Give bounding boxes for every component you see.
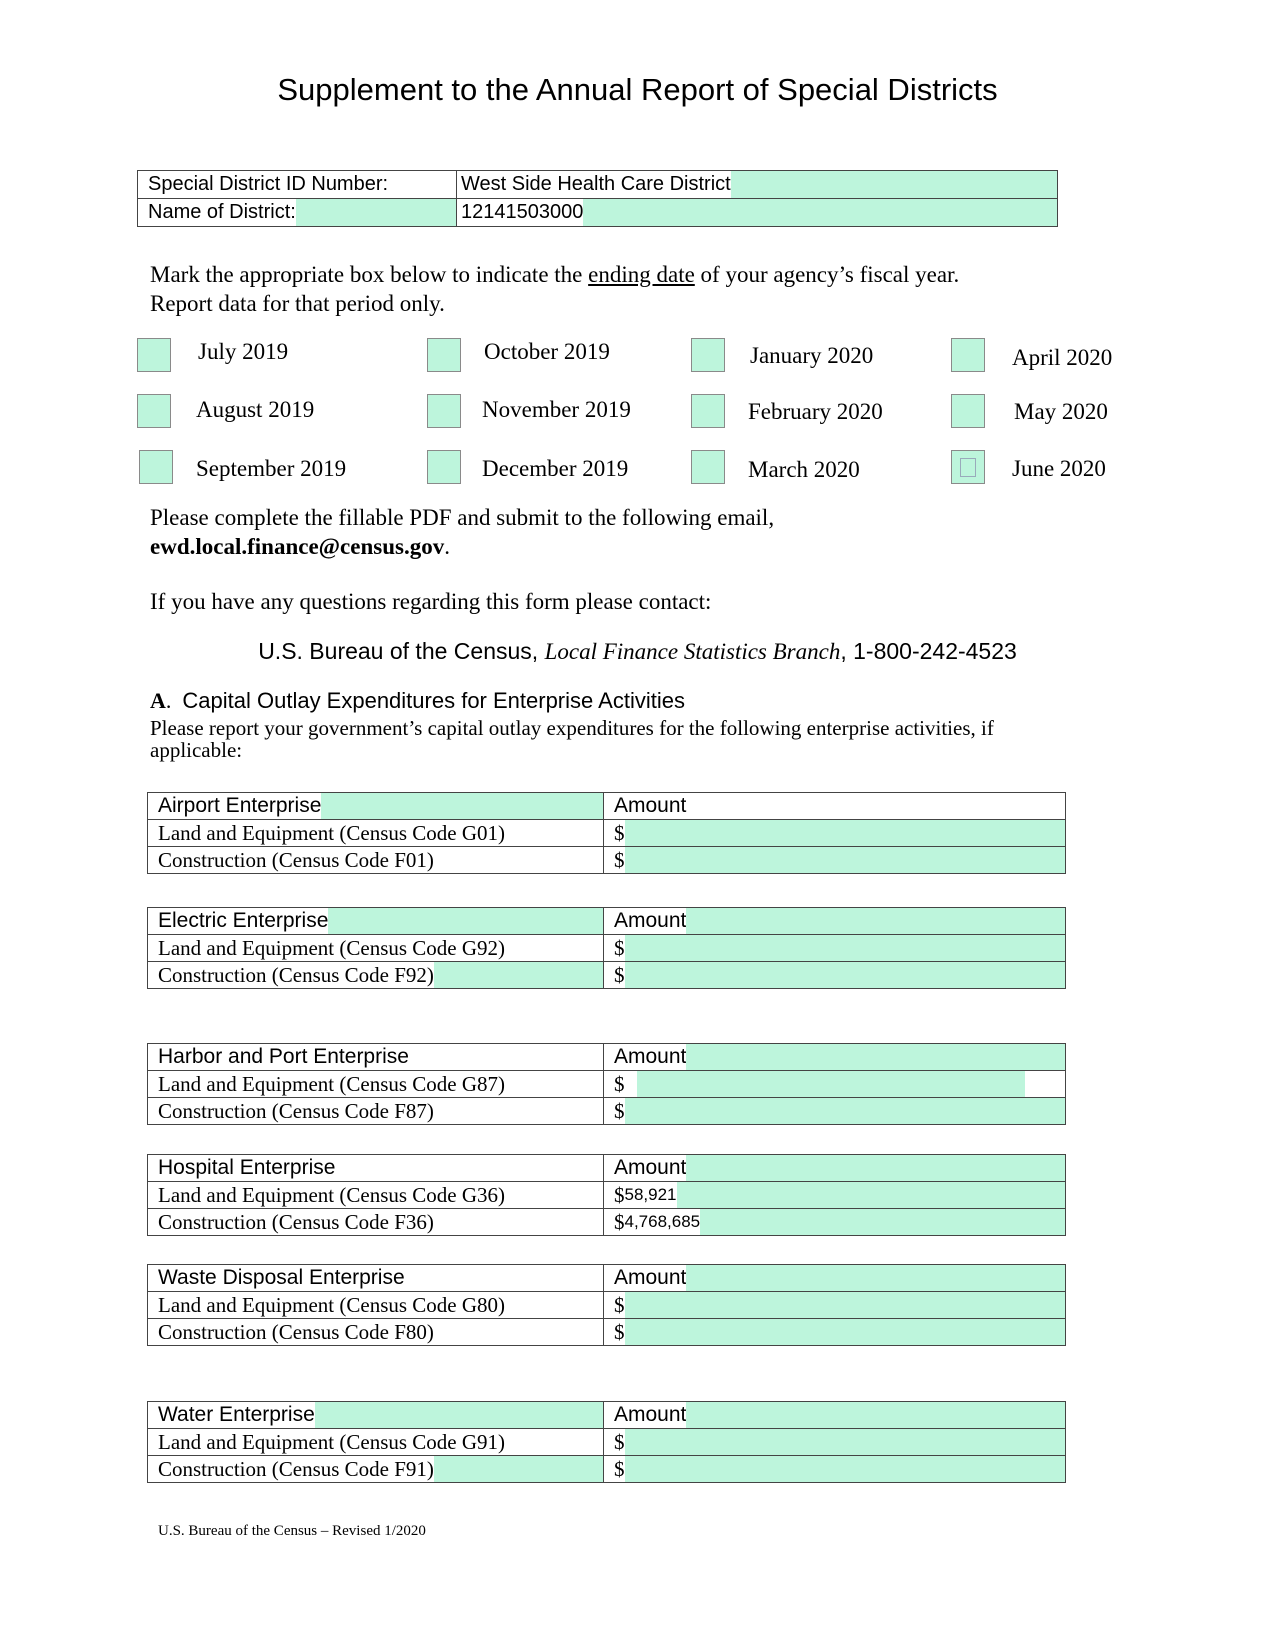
footer-text: U.S. Bureau of the Census – Revised 1/2020 [158, 1523, 426, 1539]
row-label: Construction (Census Code F87) [158, 1098, 434, 1123]
checkbox-august-2019[interactable] [137, 394, 171, 428]
hospital-g36-amount: 58,921 [624, 1185, 677, 1204]
district-name-value: 12141503000 [461, 201, 584, 223]
district-id-field[interactable] [457, 171, 1058, 199]
checkbox-october-2019[interactable] [427, 338, 461, 372]
month-label: February 2020 [748, 399, 883, 424]
section-a-heading: A. Capital Outlay Expenditures for Enterprise Activities [150, 688, 685, 713]
row-label: Construction (Census Code F80) [158, 1319, 434, 1344]
amount-header: Amount [614, 1266, 687, 1289]
checkbox-september-2019[interactable] [139, 450, 173, 484]
enterprise-name: Water Enterprise [158, 1403, 315, 1426]
enterprise-table-hospital [147, 1154, 1066, 1236]
questions-text: If you have any questions regarding this form please contact: [150, 589, 712, 614]
row-label: Land and Equipment (Census Code G91) [158, 1429, 506, 1454]
harbor-f87-amount-field[interactable]: $ [604, 1098, 1066, 1125]
checkbox-november-2019[interactable] [427, 394, 461, 428]
waste-f80-amount-field[interactable]: $ [604, 1319, 1066, 1346]
amount-header: Amount [614, 1045, 687, 1068]
checkbox-july-2019[interactable] [137, 338, 171, 372]
checkbox-may-2020[interactable] [951, 394, 985, 428]
row-label: Land and Equipment (Census Code G80) [158, 1292, 506, 1317]
month-label: August 2019 [196, 397, 315, 422]
checkbox-june-2020[interactable] [951, 450, 985, 484]
amount-header: Amount [614, 1403, 687, 1426]
contact-line: U.S. Bureau of the Census, Local Finance Statistics Branch, 1-800-242-4523 [258, 638, 1017, 664]
district-id-table [137, 170, 1058, 227]
airport-g01-amount-field[interactable]: $ [604, 820, 1066, 847]
checkbox-december-2019[interactable] [427, 450, 461, 484]
row-label: Construction (Census Code F36) [158, 1209, 434, 1234]
month-label: October 2019 [484, 339, 610, 364]
month-label: June 2020 [1012, 456, 1106, 481]
page-title: Supplement to the Annual Report of Special Districts [277, 72, 998, 107]
district-id-label-cell [138, 171, 457, 199]
month-label: November 2019 [482, 397, 631, 422]
hospital-f36-amount-field[interactable]: $ 4,768,685 [604, 1209, 1066, 1236]
electric-f92-amount-field[interactable]: $ [604, 962, 1066, 989]
row-label: Construction (Census Code F92) [158, 962, 434, 987]
district-name-field[interactable] [457, 199, 1058, 227]
row-label: Construction (Census Code F01) [158, 847, 434, 872]
month-label: December 2019 [482, 456, 629, 481]
row-label: Land and Equipment (Census Code G01) [158, 820, 506, 845]
enterprise-table-airport [147, 792, 1066, 874]
harbor-g87-amount-field[interactable]: $ [604, 1071, 1066, 1098]
amount-header: Amount [614, 794, 687, 817]
row-label: Land and Equipment (Census Code G92) [158, 935, 506, 960]
month-label: May 2020 [1014, 399, 1108, 424]
airport-f01-amount-field[interactable]: $ [604, 847, 1066, 874]
month-label: April 2020 [1012, 345, 1113, 370]
submit-email: ewd.local.finance@census.gov [150, 534, 445, 559]
enterprise-name: Hospital Enterprise [158, 1156, 336, 1179]
district-name-label: Name of District: [148, 201, 296, 223]
row-label: Land and Equipment (Census Code G87) [158, 1071, 506, 1096]
district-id-value: West Side Health Care District [461, 173, 731, 195]
hospital-f36-amount: 4,768,685 [624, 1212, 701, 1231]
checkbox-april-2020[interactable] [951, 338, 985, 372]
enterprise-name: Harbor and Port Enterprise [158, 1045, 409, 1068]
amount-header: Amount [614, 909, 687, 932]
amount-header: Amount [614, 1156, 687, 1179]
enterprise-table-water [147, 1401, 1066, 1483]
water-f91-amount-field[interactable]: $ [604, 1456, 1066, 1483]
submit-instructions: Please complete the fillable PDF and submit to the following email, ewd.local.finance@census.gov. [150, 505, 775, 559]
month-label: July 2019 [198, 339, 289, 364]
district-id-label: Special District ID Number: [148, 173, 389, 195]
enterprise-name: Electric Enterprise [158, 909, 329, 932]
month-label: September 2019 [196, 456, 347, 481]
fiscal-year-instructions: Mark the appropriate box below to indicate the ending date of your agency’s fiscal year. Report data for that period only. [150, 262, 960, 316]
month-label: January 2020 [750, 343, 874, 368]
checkbox-january-2020[interactable] [691, 338, 725, 372]
month-label: March 2020 [748, 457, 860, 482]
section-a-description: Please report your government’s capital outlay expenditures for the following enterprise activities, if applicable: [150, 716, 994, 762]
row-label: Land and Equipment (Census Code G36) [158, 1182, 506, 1207]
enterprise-table-electric [147, 907, 1066, 989]
checkbox-february-2020[interactable] [691, 394, 725, 428]
water-g91-amount-field[interactable]: $ [604, 1429, 1066, 1456]
row-label: Construction (Census Code F91) [158, 1456, 434, 1481]
electric-g92-amount-field[interactable]: $ [604, 935, 1066, 962]
checkbox-march-2020[interactable] [691, 450, 725, 484]
waste-g80-amount-field[interactable]: $ [604, 1292, 1066, 1319]
district-name-label-cell [138, 199, 457, 227]
enterprise-table-harbor-port [147, 1043, 1066, 1125]
enterprise-name: Airport Enterprise [158, 794, 322, 817]
ending-date-text: ending date [588, 262, 695, 287]
enterprise-table-waste-disposal [147, 1264, 1066, 1346]
enterprise-name: Waste Disposal Enterprise [158, 1266, 405, 1289]
hospital-g36-amount-field[interactable]: $ 58,921 [604, 1182, 1066, 1209]
